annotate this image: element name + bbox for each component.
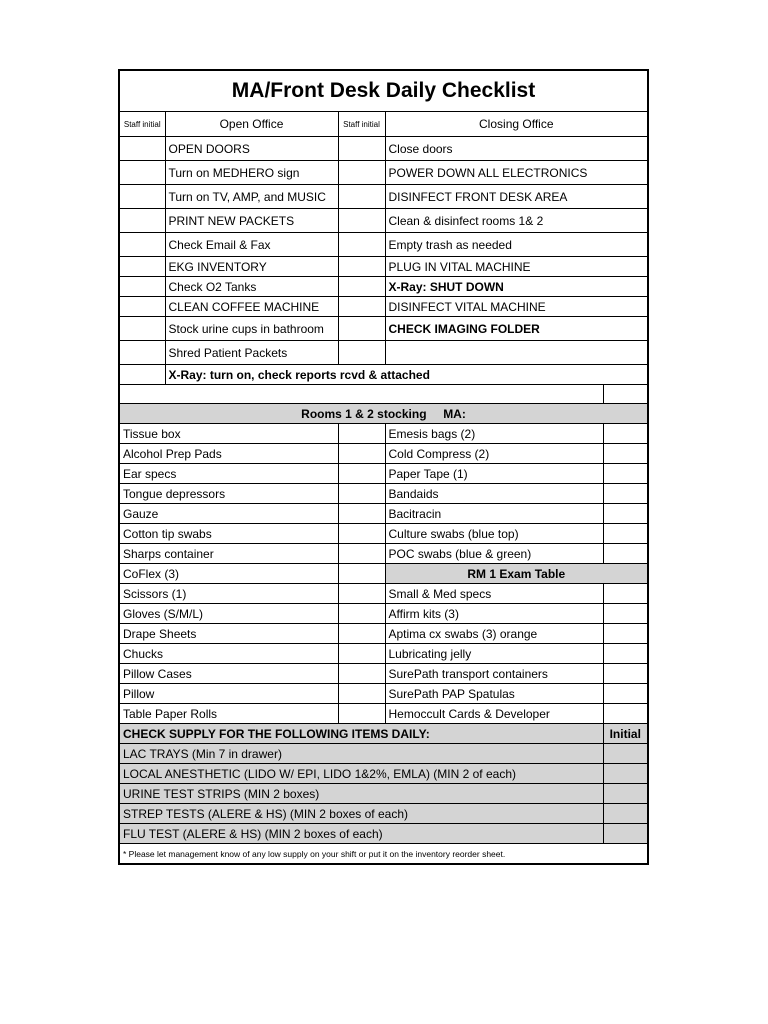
initial-cell[interactable] [338,277,385,297]
close-task: X-Ray: SHUT DOWN [385,277,648,297]
daily-item: LOCAL ANESTHETIC (LIDO W/ EPI, LIDO 1&2%, EMLA) (MIN 2 of each) [119,764,603,784]
initial-cell[interactable] [338,424,385,444]
close-task: DISINFECT VITAL MACHINE [385,297,648,317]
initial-cell[interactable] [603,644,648,664]
initial-cell[interactable] [603,604,648,624]
initial-cell[interactable] [338,317,385,341]
initial-cell[interactable] [119,297,165,317]
open-office-header: Open Office [165,112,338,137]
initial-cell[interactable] [603,504,648,524]
open-task: EKG INVENTORY [165,257,338,277]
daily-item: URINE TEST STRIPS (MIN 2 boxes) [119,784,603,804]
initial-cell[interactable] [603,464,648,484]
stock-item: Drape Sheets [119,624,338,644]
close-task: DISINFECT FRONT DESK AREA [385,185,648,209]
initial-cell[interactable] [603,664,648,684]
initial-cell[interactable] [338,484,385,504]
initial-cell[interactable] [338,624,385,644]
initial-cell[interactable] [603,524,648,544]
stock-item: Pillow [119,684,338,704]
rm1-exam-table-header: RM 1 Exam Table [385,564,648,584]
page-title: MA/Front Desk Daily Checklist [119,70,648,112]
stock-item: CoFlex (3) [119,564,338,584]
daily-check-header: CHECK SUPPLY FOR THE FOLLOWING ITEMS DAILY: [119,724,603,744]
open-task: Shred Patient Packets [165,341,338,365]
stock-item: Sharps container [119,544,338,564]
stock-item: Gauze [119,504,338,524]
close-task: PLUG IN VITAL MACHINE [385,257,648,277]
stock-item: Lubricating jelly [385,644,603,664]
close-task [385,341,648,365]
initial-cell[interactable] [338,544,385,564]
initial-cell[interactable] [338,137,385,161]
initial-cell[interactable] [338,161,385,185]
initial-cell[interactable] [338,209,385,233]
initial-header: Initial [603,724,648,744]
closing-office-header: Closing Office [385,112,648,137]
stock-item: SurePath PAP Spatulas [385,684,603,704]
initial-cell[interactable] [119,233,165,257]
initial-cell[interactable] [338,564,385,584]
staff-initial-header: Staff initial [119,112,165,137]
stock-item: Alcohol Prep Pads [119,444,338,464]
stock-item: Bacitracin [385,504,603,524]
xray-open-task: X-Ray: turn on, check reports rcvd & attached [165,365,648,385]
initial-cell[interactable] [603,424,648,444]
initial-cell[interactable] [119,137,165,161]
initial-cell[interactable] [603,484,648,504]
stock-item: Affirm kits (3) [385,604,603,624]
blank-row [119,385,603,404]
initial-cell[interactable] [119,341,165,365]
initial-cell[interactable] [338,604,385,624]
initial-cell[interactable] [338,584,385,604]
open-task: Check O2 Tanks [165,277,338,297]
initial-cell[interactable] [338,684,385,704]
initial-cell[interactable] [603,824,648,844]
daily-item: FLU TEST (ALERE & HS) (MIN 2 boxes of each) [119,824,603,844]
initial-cell[interactable] [603,684,648,704]
rooms-stocking-header: Rooms 1 & 2 stocking MA: [119,404,648,424]
open-task: Stock urine cups in bathroom [165,317,338,341]
open-task: CLEAN COFFEE MACHINE [165,297,338,317]
close-task: POWER DOWN ALL ELECTRONICS [385,161,648,185]
open-task: PRINT NEW PACKETS [165,209,338,233]
initial-cell[interactable] [119,257,165,277]
open-task: Turn on TV, AMP, and MUSIC [165,185,338,209]
close-task: Empty trash as needed [385,233,648,257]
stock-item: Emesis bags (2) [385,424,603,444]
staff-initial-header: Staff initial [338,112,385,137]
initial-cell[interactable] [338,233,385,257]
stock-item: Table Paper Rolls [119,704,338,724]
initial-cell[interactable] [338,464,385,484]
initial-cell[interactable] [338,185,385,209]
stock-item: Culture swabs (blue top) [385,524,603,544]
initial-cell[interactable] [119,185,165,209]
initial-cell[interactable] [603,764,648,784]
stock-item: POC swabs (blue & green) [385,544,603,564]
initial-cell[interactable] [338,704,385,724]
stock-item: Small & Med specs [385,584,603,604]
stock-item: Cold Compress (2) [385,444,603,464]
footnote: * Please let management know of any low supply on your shift or put it on the inventory reorder sheet. [119,844,648,865]
stock-item: Gloves (S/M/L) [119,604,338,624]
initial-cell[interactable] [603,544,648,564]
initial-cell[interactable] [119,209,165,233]
initial-cell[interactable] [338,257,385,277]
stock-item: Aptima cx swabs (3) orange [385,624,603,644]
initial-cell[interactable] [338,504,385,524]
initial-cell[interactable] [338,444,385,464]
initial-cell[interactable] [119,365,165,385]
daily-item: STREP TESTS (ALERE & HS) (MIN 2 boxes of each) [119,804,603,824]
initial-cell[interactable] [338,644,385,664]
initial-cell[interactable] [603,624,648,644]
close-task: CHECK IMAGING FOLDER [385,317,648,341]
initial-cell[interactable] [338,664,385,684]
initial-cell[interactable] [603,584,648,604]
stock-item: Cotton tip swabs [119,524,338,544]
checklist-table [118,69,649,865]
close-task: Clean & disinfect rooms 1& 2 [385,209,648,233]
initial-cell[interactable] [603,444,648,464]
stock-item: SurePath transport containers [385,664,603,684]
stock-item: Ear specs [119,464,338,484]
close-task: Close doors [385,137,648,161]
initial-cell[interactable] [338,341,385,365]
initial-cell[interactable] [603,704,648,724]
open-task: Turn on MEDHERO sign [165,161,338,185]
stock-item: Tissue box [119,424,338,444]
initial-cell[interactable] [603,804,648,824]
initial-cell[interactable] [338,297,385,317]
stock-item: Paper Tape (1) [385,464,603,484]
initial-cell[interactable] [119,161,165,185]
initial-cell[interactable] [119,277,165,297]
open-task: Check Email & Fax [165,233,338,257]
stock-item: Tongue depressors [119,484,338,504]
initial-cell[interactable] [603,784,648,804]
stock-item: Pillow Cases [119,664,338,684]
daily-item: LAC TRAYS (Min 7 in drawer) [119,744,603,764]
stock-item: Chucks [119,644,338,664]
initial-cell[interactable] [603,744,648,764]
open-task: OPEN DOORS [165,137,338,161]
initial-cell[interactable] [119,317,165,341]
stock-item: Bandaids [385,484,603,504]
stock-item: Scissors (1) [119,584,338,604]
stock-item: Hemoccult Cards & Developer [385,704,603,724]
initial-cell[interactable] [338,524,385,544]
initial-cell[interactable] [603,385,648,404]
